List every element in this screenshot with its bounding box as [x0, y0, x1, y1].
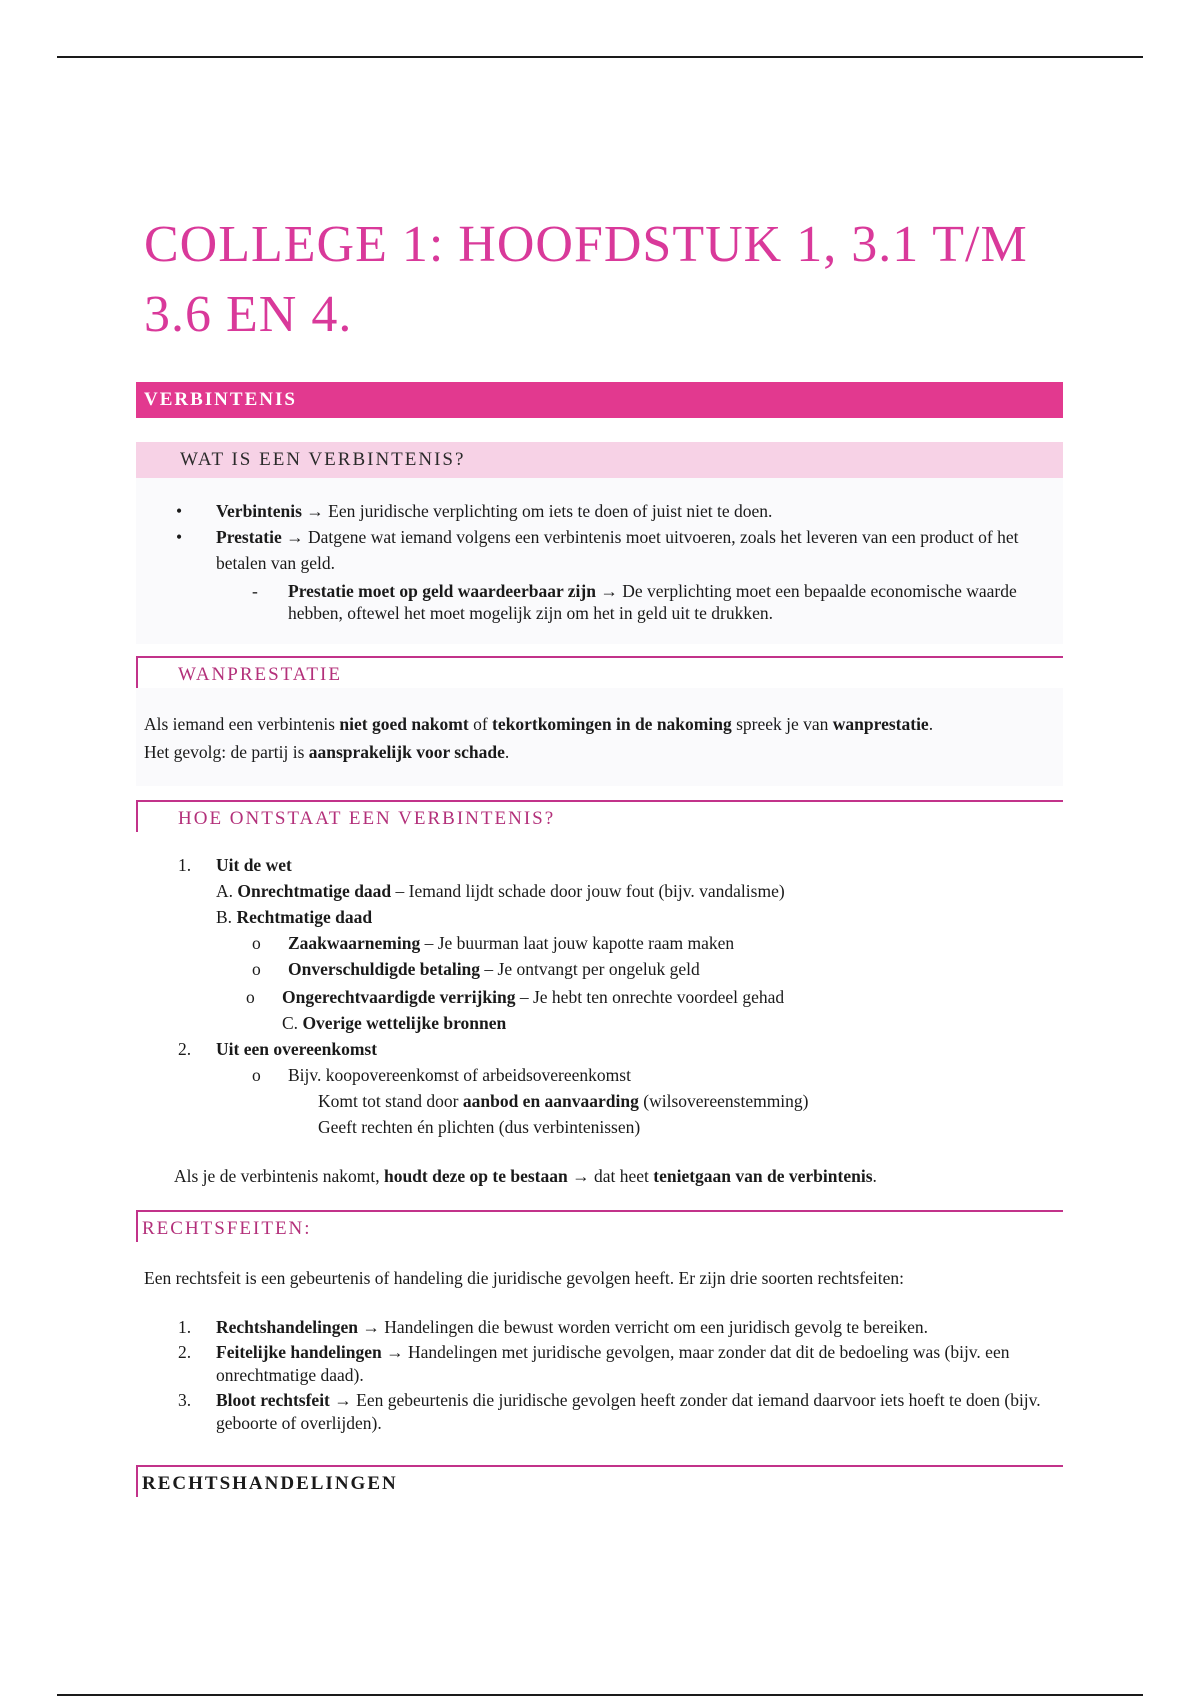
heading-verbintenis: VERBINTENIS [136, 382, 1063, 418]
heading-wat-is: WAT IS EEN VERBINTENIS? [136, 442, 1063, 478]
wat-is-body [136, 478, 1063, 644]
title-line-1: COLLEGE 1: HOOFDSTUK 1, 3.1 T/M [144, 216, 1028, 273]
heading-wanprestatie: WANPRESTATIE [136, 656, 1063, 688]
bullet-mark: • [176, 527, 183, 547]
list-item-koopovereenkomst: o Bijv. koopovereenkomst of arbeidsovereenkomst [136, 1062, 1063, 1088]
list-item-ongerechtvaardigde-verrijking: o Ongerechtvaardigde verrijking – Je hebt ten onrechte voordeel gehad [136, 984, 1063, 1010]
list-item-aanbod-aanvaarding: Komt tot stand door aanbod en aanvaarding (wilsovereenstemming) [318, 1091, 809, 1111]
arrow-icon: → [306, 501, 324, 521]
term: Uit een overeenkomst [216, 1039, 378, 1059]
term: Verbintenis [216, 501, 302, 521]
number-mark: 2. [178, 1039, 192, 1059]
list-item-overige-bronnen: C. Overige wettelijke bronnen [282, 1013, 507, 1033]
circle-bullet: o [246, 987, 255, 1007]
number-mark: 2. [178, 1342, 192, 1362]
circle-bullet: o [252, 1065, 261, 1085]
number-mark: 1. [178, 1317, 192, 1337]
tenietgaan-paragraph: Als je de verbintenis nakomt, houdt deze op te bestaan → dat heet tenietgaan van de verbintenis. [174, 1166, 877, 1186]
arrow-icon: → [286, 527, 304, 547]
ontstaan-body [136, 832, 1063, 1190]
definition: Een juridische verplichting om iets te doen of juist niet te doen. [328, 501, 773, 521]
rechtsfeiten-body [136, 1242, 1063, 1292]
page-title [144, 210, 1063, 350]
heading-rechtsfeiten: RECHTSFEITEN: [136, 1210, 1063, 1242]
list-item-prestatie [136, 524, 1063, 576]
bottom-rule [57, 1694, 1143, 1696]
number-mark: 3. [178, 1390, 192, 1410]
list-item-onverschuldigde-betaling: o Onverschuldigde betaling – Je ontvangt per ongeluk geld [136, 956, 1063, 982]
list-item-verbintenis [136, 498, 1063, 524]
arrow-icon: → [386, 1342, 404, 1362]
arrow-icon: → [600, 581, 618, 601]
arrow-icon: → [362, 1317, 380, 1337]
document-body [136, 210, 1063, 1497]
heading-hoe-ontstaat: HOE ONTSTAAT EEN VERBINTENIS? [136, 800, 1063, 832]
arrow-icon: → [572, 1166, 590, 1186]
definition: De verplichting moet een bepaalde economische waarde hebben, oftewel het moet mogelijk zijn om het in geld uit te drukken. [288, 581, 1017, 623]
circle-bullet: o [252, 959, 261, 979]
term: Prestatie moet op geld waardeerbaar zijn [288, 581, 596, 601]
rechtsfeiten-list [136, 1292, 1063, 1435]
number-mark: 1. [178, 855, 192, 875]
term: Prestatie [216, 527, 282, 547]
wanprestatie-paragraph: Als iemand een verbintenis niet goed nakomt of tekortkomingen in de nakoming spreek je van wanprestatie. Het gevolg: de partij is aansprakelijk voor schade. [144, 714, 934, 762]
title-line-2: 3.6 EN 4. [144, 286, 353, 343]
bullet-mark: • [176, 501, 183, 521]
arrow-icon: → [334, 1390, 352, 1410]
wanprestatie-body [136, 688, 1063, 786]
list-item-onrechtmatige-daad: A. Onrechtmatige daad – Iemand lijdt schade door jouw fout (bijv. vandalisme) [216, 881, 785, 901]
top-rule [57, 56, 1143, 58]
list-item-geld-waardeerbaar [136, 580, 1063, 624]
list-item-feitelijke-handelingen: 2. Feitelijke handelingen → Handelingen met juridische gevolgen, maar zonder dat dit de bedoeling was (bijv. een onrechtmatige daad). [178, 1342, 1010, 1385]
dash-mark: - [252, 581, 258, 601]
term: Uit de wet [216, 855, 292, 875]
list-item-rechtshandelingen: 1. Rechtshandelingen → Handelingen die bewust worden verricht om een juridisch gevolg te bereiken. [178, 1317, 929, 1337]
rechtsfeiten-intro: Een rechtsfeit is een gebeurtenis of handeling die juridische gevolgen heeft. Er zijn drie soorten rechtsfeiten: [144, 1268, 904, 1288]
list-item-uit-de-wet [136, 852, 1063, 878]
heading-rechtshandelingen: RECHTSHANDELINGEN [136, 1465, 1063, 1497]
list-item-rechten-plichten: Geeft rechten én plichten (dus verbintenissen) [318, 1117, 641, 1137]
list-item-uit-overeenkomst [136, 1036, 1063, 1062]
list-item-zaakwaarneming: o Zaakwaarneming – Je buurman laat jouw kapotte raam maken [136, 930, 1063, 956]
list-item-bloot-rechtsfeit: 3. Bloot rechtsfeit → Een gebeurtenis die juridische gevolgen heeft zonder dat iemand daarvoor iets hoeft te doen (bijv. geboorte of overlijden). [178, 1390, 1041, 1433]
definition: Datgene wat iemand volgens een verbintenis moet uitvoeren, zoals het leveren van een product of het betalen van geld. [216, 527, 1019, 573]
circle-bullet: o [252, 933, 261, 953]
list-item-rechtmatige-daad: B. Rechtmatige daad [216, 907, 373, 927]
